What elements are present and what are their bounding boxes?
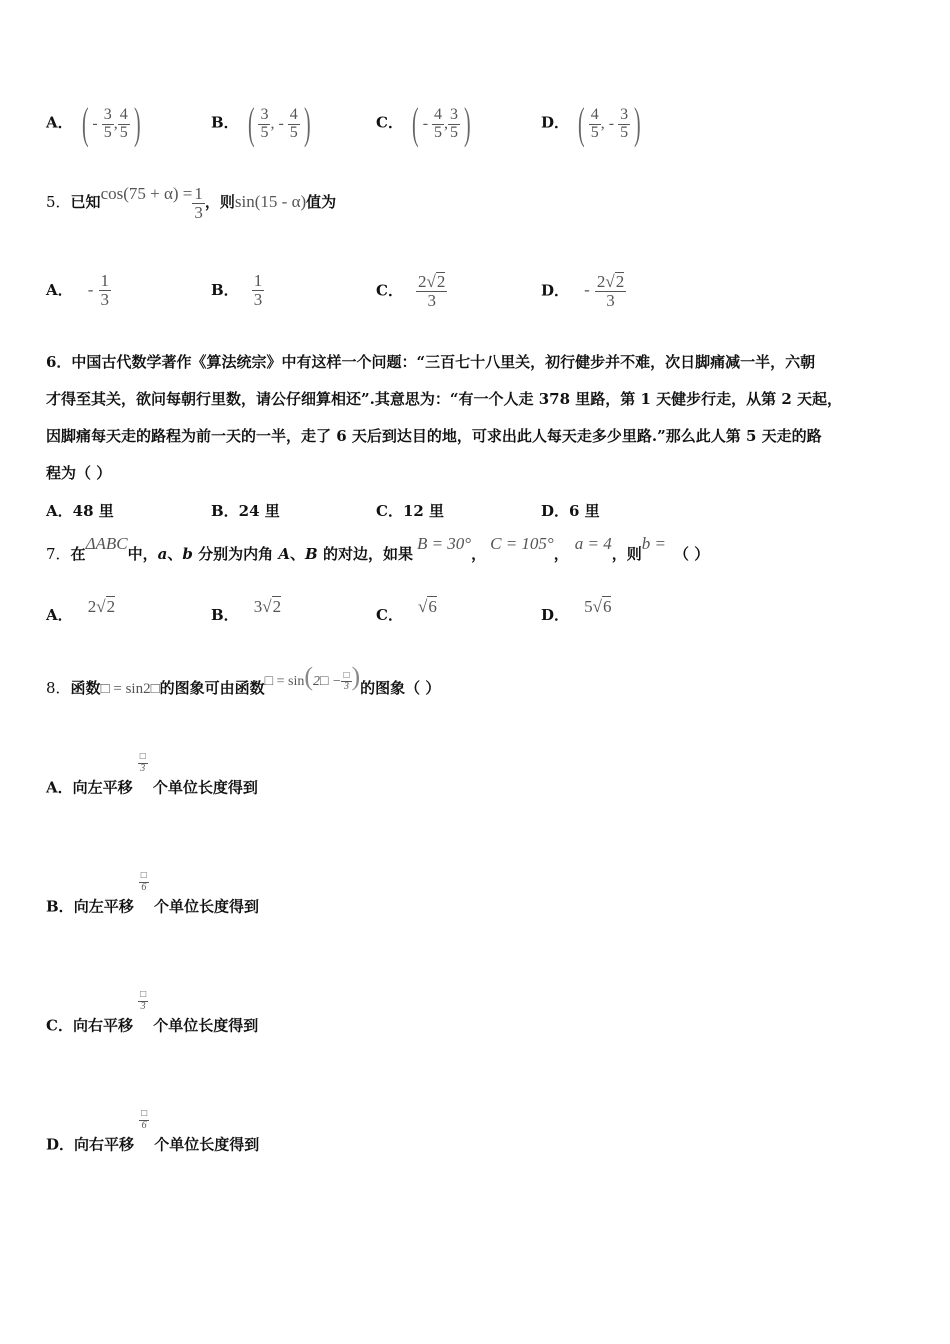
option-text: 向右平移	[72, 1016, 133, 1035]
q5-tail: 值为	[306, 193, 337, 211]
q4-option-d[interactable]	[541, 99, 645, 148]
option-label: A．	[46, 606, 73, 624]
radical: √6	[418, 597, 437, 616]
q7-option-a[interactable]	[46, 596, 115, 625]
condition-C: C = 105°	[490, 534, 554, 553]
option-label: C．	[376, 281, 403, 300]
q4-option-c[interactable]	[376, 99, 475, 148]
var-a: a	[157, 545, 168, 563]
question-number: 7．	[46, 545, 71, 563]
q5-option-c[interactable]	[376, 272, 447, 310]
q6-line-1: 6．中国古代数学著作《算法统宗》中有这样一个问题：“三百七十八里关，初行健步并不难，次日脚痛减一半，六朝	[46, 353, 816, 371]
option-label: A．	[46, 778, 73, 797]
condition-B: B = 30°	[416, 534, 472, 553]
q8-option-b[interactable]	[46, 871, 259, 917]
q5-option-a[interactable]	[46, 272, 111, 309]
q7-option-b[interactable]	[211, 596, 281, 625]
option-label: D．	[541, 281, 570, 300]
q8-option-c[interactable]	[46, 990, 258, 1036]
radical: 2√2	[87, 597, 116, 616]
interval: ( - $\frac{4}{5}$ , $\frac{3}{5}$ )	[412, 99, 471, 148]
option-label: A．	[46, 280, 73, 299]
q7-text: 分别为内角	[192, 545, 279, 563]
option-text: 向左平移	[72, 778, 133, 797]
sign: -	[87, 279, 94, 299]
q7-stem	[46, 534, 709, 564]
separator: ，	[471, 545, 487, 563]
q6-line-2: 才得至其关，欲问每朝行里数，请公仔细算相还”.其意思为：“有一个人走 378 里路，第 1 天健步行走，从第 2 天起，	[46, 390, 843, 408]
question-number: 5．	[46, 193, 71, 211]
q4-option-b[interactable]	[211, 99, 314, 148]
var-A: A	[278, 545, 291, 563]
separator: 、	[290, 545, 306, 563]
option-label: B．	[211, 606, 239, 624]
q8-lead: 函数	[70, 679, 101, 697]
q7-option-d[interactable]	[541, 596, 611, 625]
option-label: B．	[46, 897, 74, 916]
var-b: b	[182, 545, 193, 563]
fraction: $\frac{2√2}{3}$	[418, 272, 446, 310]
function-2: □ = sin(2□ − $\frac{□}{3}$ )	[264, 662, 361, 693]
option-text: 个单位长度得到	[152, 778, 258, 797]
option-label: D．	[46, 1135, 75, 1154]
option-text: 向左平移	[73, 897, 134, 916]
option-text: 个单位长度得到	[153, 1016, 259, 1035]
fraction: $\frac{□}{6}$	[141, 1108, 148, 1131]
q7-lead: 在	[70, 545, 86, 563]
q5-option-d[interactable]	[541, 272, 626, 310]
function-1: □ = sin2□	[100, 681, 160, 697]
option-label: C．	[376, 606, 403, 624]
q5-mid: ，则	[204, 193, 235, 211]
fraction: $\frac{1}{3}$	[100, 271, 109, 309]
option-text: 个单位长度得到	[154, 1135, 260, 1154]
q8-stem	[46, 662, 440, 698]
fraction: $\frac{□}{3}$	[139, 751, 146, 774]
option-label: D．	[541, 113, 570, 132]
option-label: C．	[376, 113, 403, 132]
option-label: A．	[46, 113, 73, 132]
q4-option-a[interactable]	[46, 99, 144, 148]
q6-option-d[interactable]: D．6 里	[541, 502, 600, 520]
q5-option-b[interactable]	[211, 272, 264, 309]
radical: 5√6	[584, 597, 612, 616]
fraction: $\frac{1}{3}$	[253, 271, 263, 309]
condition-a: a = 4	[574, 534, 612, 553]
interval: ( $\frac{3}{5}$ , - $\frac{4}{5}$ )	[247, 99, 311, 148]
q7-option-c[interactable]	[376, 596, 437, 625]
interval: ( $\frac{4}{5}$ , - $\frac{3}{5}$ )	[578, 99, 641, 148]
answer-blank: （ ）	[673, 545, 710, 563]
option-text: 向右平移	[74, 1135, 135, 1154]
option-text: 个单位长度得到	[153, 897, 259, 916]
separator: ，	[553, 545, 569, 563]
q7-then: ，则	[611, 545, 642, 563]
q6-line-4: 程为（ ）	[46, 464, 112, 482]
fraction: $\frac{1}{3}$	[194, 183, 203, 222]
q5-stem	[46, 184, 336, 221]
q6-option-c[interactable]: C．12 里	[376, 502, 445, 520]
var-B: B	[305, 545, 318, 563]
q7-text: 中，	[127, 545, 158, 563]
cos-expression: cos(75 + α) =	[100, 184, 193, 203]
sin-expression: sin(15 - α)	[234, 192, 307, 211]
q7-text: 的对边，如果	[317, 545, 413, 563]
sign: -	[584, 280, 590, 300]
interval: ( - $\frac{3}{5}$ , $\frac{4}{5}$ )	[81, 99, 141, 148]
option-label: D．	[541, 606, 570, 624]
q8-option-a[interactable]	[46, 752, 258, 798]
fraction: $\frac{□}{3}$	[140, 989, 147, 1012]
radical: 3√2	[253, 597, 282, 616]
q8-tail: 的图象（ ）	[360, 679, 441, 697]
q6-line-3: 因脚痛每天走的路程为前一天的一半，走了 6 天后到达目的地，可求出此人每天走多少里路.”那么此人第 5 天走的路	[46, 427, 822, 445]
b-equals: b =	[641, 534, 666, 553]
q5-lead: 已知	[70, 193, 101, 211]
triangle-label: ΔABC	[85, 534, 128, 553]
option-label: B．	[211, 280, 239, 299]
question-number: 8．	[46, 679, 71, 697]
fraction: $\frac{2√2}{3}$	[596, 272, 625, 310]
fraction: $\frac{□}{6}$	[140, 870, 147, 893]
q8-mid: 的图象可由函数	[159, 679, 265, 697]
q6-option-b[interactable]: B．24 里	[211, 502, 280, 520]
q8-option-d[interactable]	[46, 1109, 259, 1155]
separator: 、	[167, 545, 183, 563]
option-label: C．	[46, 1016, 73, 1035]
q6-option-a[interactable]: A．48 里	[46, 502, 114, 520]
option-label: B．	[211, 113, 239, 132]
